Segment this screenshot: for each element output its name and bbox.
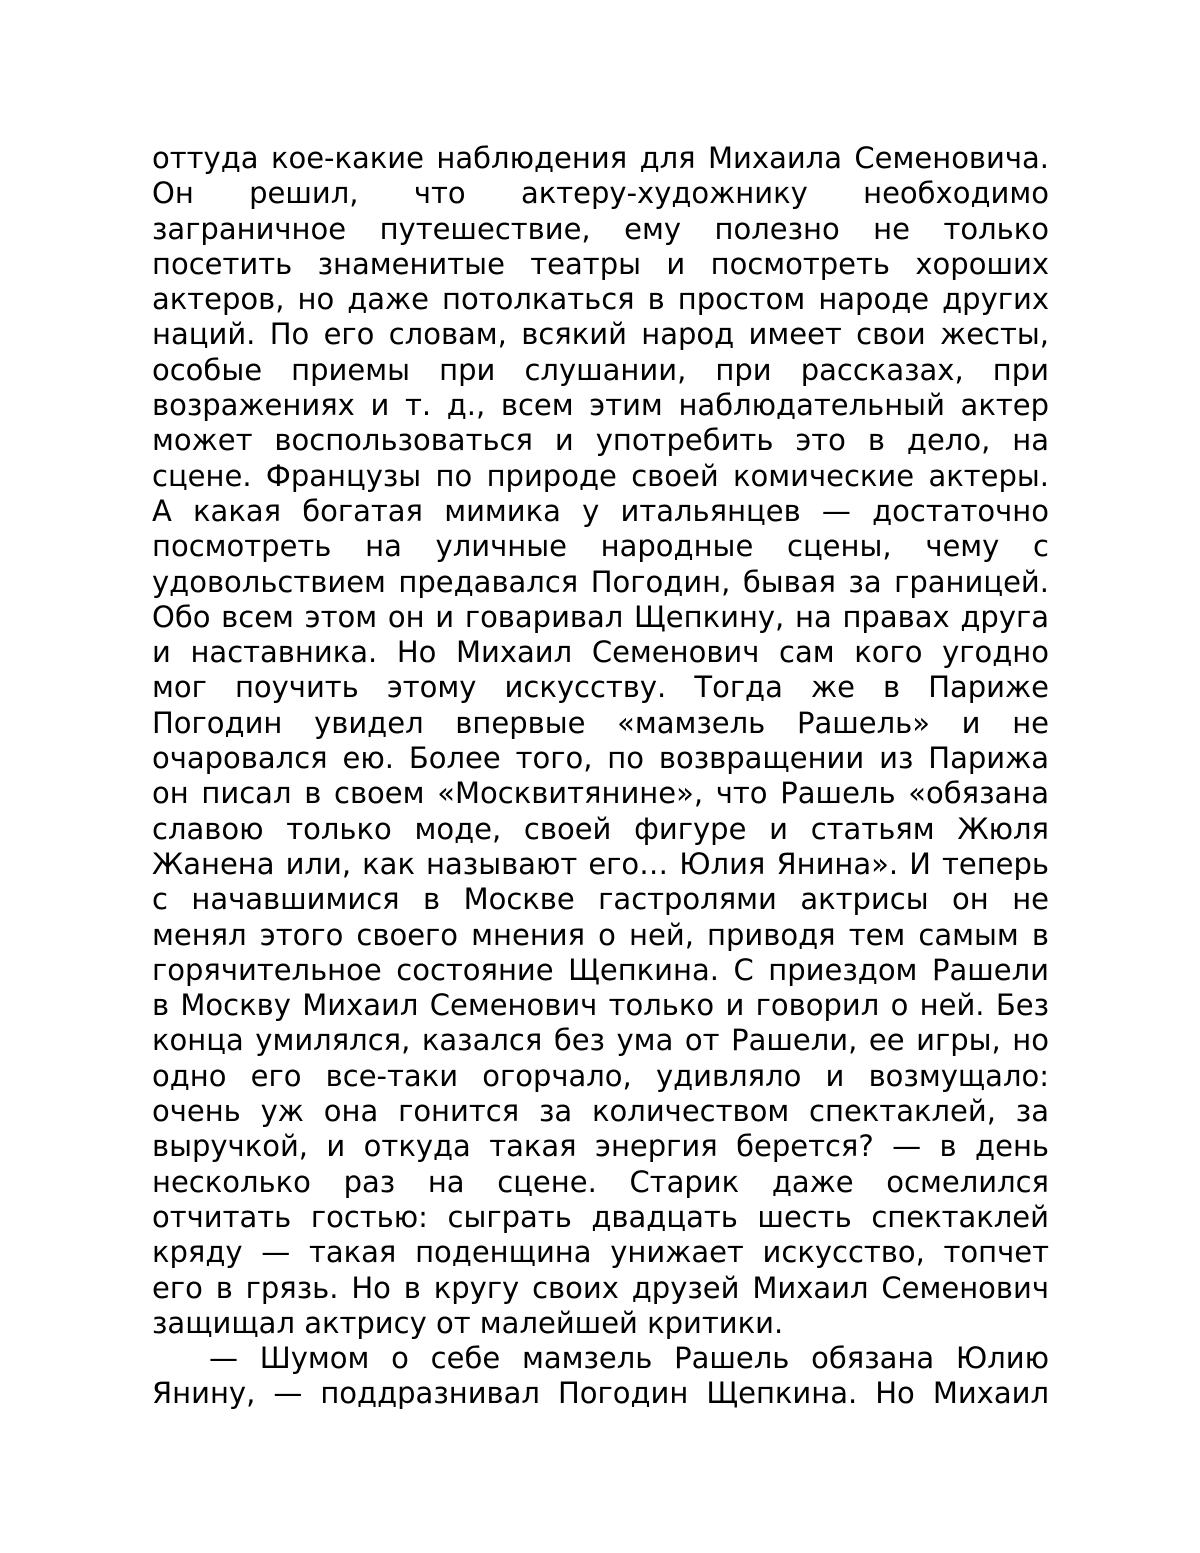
text-line: очаровался ею. Более того, по возвращении из Парижа	[152, 741, 1049, 776]
text-line: А какая богатая мимика у итальянцев — достаточно	[152, 493, 1049, 528]
text-line: особые приемы при слушании, при рассказах, при	[152, 352, 1049, 387]
text-line: выручкой, и откуда такая энергия берется? — в день	[152, 1129, 1049, 1164]
text-line: одно его все-таки огорчало, удивляло и возмущало:	[152, 1058, 1049, 1093]
text-line: наций. По его словам, всякий народ имеет свои жесты,	[152, 317, 1049, 352]
text-line: славою только моде, своей фигуре и статьям Жюля	[152, 811, 1049, 846]
text-line: Он решил, что актеру-художнику необходимо	[152, 176, 1049, 211]
text-line: горячительное состояние Щепкина. С приездом Рашели	[152, 952, 1049, 987]
text-line: конца умилялся, казался без ума от Рашели, ее игры, но	[152, 1023, 1049, 1058]
text-line: менял этого своего мнения о ней, приводя тем самым в	[152, 917, 1049, 952]
text-line: с начавшимися в Москве гастролями актрисы он не	[152, 882, 1049, 917]
text-line: — Шумом о себе мамзель Рашель обязана Юлию	[209, 1341, 1049, 1376]
paragraph-1	[152, 141, 1049, 1341]
text-line: посмотреть на уличные народные сцены, чему с	[152, 529, 1049, 564]
text-line: Погодин увидел впервые «мамзель Рашель» и не	[152, 705, 1049, 740]
text-line: Жанена или, как называют его… Юлия Янина». И теперь	[152, 846, 1049, 881]
text-line: оттуда кое-какие наблюдения для Михаила Семеновича.	[152, 141, 1049, 175]
text-line: Обо всем этом он и говаривал Щепкину, на правах друга	[152, 599, 1049, 634]
text-line: и наставника. Но Михаил Семенович сам кого угодно	[152, 635, 1049, 670]
text-line: сцене. Французы по природе своей комические актеры.	[152, 458, 1049, 493]
text-line: очень уж она гонится за количеством спектаклей, за	[152, 1094, 1049, 1129]
paragraph-2	[152, 1341, 1049, 1412]
text-line: отчитать гостью: сыграть двадцать шесть спектаклей	[152, 1199, 1049, 1234]
text-line: посетить знаменитые театры и посмотреть хороших	[152, 246, 1049, 281]
text-line: кряду — такая поденщина унижает искусство, топчет	[152, 1235, 1049, 1270]
text-line: заграничное путешествие, ему полезно не только	[152, 211, 1049, 246]
text-line: несколько раз на сцене. Старик даже осмелился	[152, 1164, 1049, 1199]
text-line: может воспользоваться и употребить это в дело, на	[152, 423, 1049, 458]
text-line: удовольствием предавался Погодин, бывая за границей.	[152, 564, 1049, 599]
text-line: Янину, — поддразнивал Погодин Щепкина. Но Михаил	[152, 1376, 1049, 1411]
text-line: актеров, но даже потолкаться в простом народе других	[152, 282, 1049, 317]
text-line: мог поучить этому искусству. Тогда же в Париже	[152, 670, 1049, 705]
text-line: в Москву Михаил Семенович только и говорил о ней. Без	[152, 988, 1049, 1023]
text-line: возражениях и т. д., всем этим наблюдательный актер	[152, 388, 1049, 423]
text-line: защищал актрису от малейшей критики.	[152, 1305, 784, 1340]
text-line: его в грязь. Но в кругу своих друзей Михаил Семенович	[152, 1270, 1049, 1305]
document-page	[152, 141, 1049, 1412]
text-line: он писал в своем «Москвитянине», что Рашель «обязана	[152, 776, 1049, 811]
